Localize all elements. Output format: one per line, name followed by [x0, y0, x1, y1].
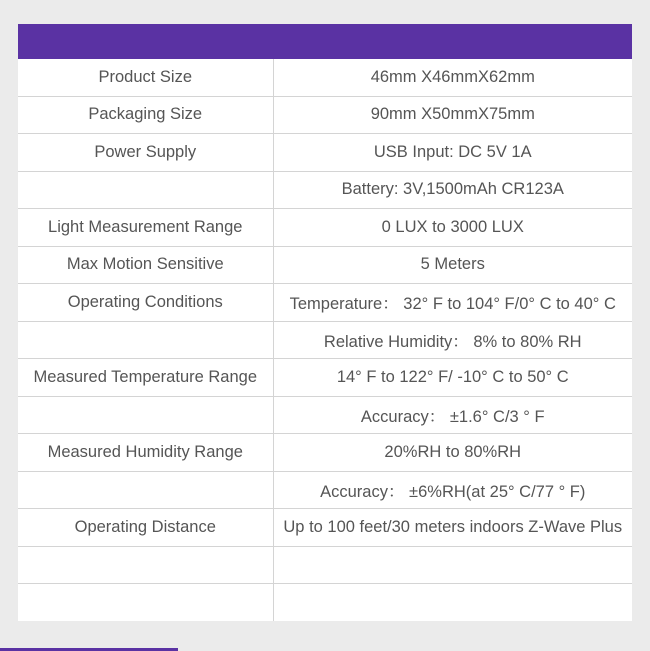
- table-row: [18, 59, 632, 96]
- spec-label: Packaging Size: [18, 96, 273, 134]
- table-row: [18, 434, 632, 472]
- spec-label: Power Supply: [18, 134, 273, 172]
- table-row: [18, 359, 632, 397]
- spec-value: 5 Meters: [273, 246, 632, 284]
- table-row: [18, 471, 632, 509]
- spec-value: USB Input: DC 5V 1A: [273, 134, 632, 172]
- spec-label: [18, 396, 273, 434]
- spec-value: [273, 584, 632, 621]
- table-row: [18, 209, 632, 247]
- spec-label: [18, 321, 273, 359]
- spec-label: Product Size: [18, 59, 273, 96]
- spec-table: [18, 59, 632, 621]
- spec-label: Operating Distance: [18, 509, 273, 547]
- table-row: [18, 134, 632, 172]
- table-row: [18, 321, 632, 359]
- spec-value: 20%RH to 80%RH: [273, 434, 632, 472]
- spec-label: [18, 584, 273, 621]
- spec-value: 0 LUX to 3000 LUX: [273, 209, 632, 247]
- table-row: [18, 284, 632, 322]
- spec-value: 46mm X46mmX62mm: [273, 59, 632, 96]
- table-row: [18, 546, 632, 584]
- table-row: [18, 96, 632, 134]
- spec-value: Temperature： 32° F to 104° F/0° C to 40° C: [273, 284, 632, 322]
- spec-label: [18, 546, 273, 584]
- spec-value: Relative Humidity： 8% to 80% RH: [273, 321, 632, 359]
- table-row: [18, 171, 632, 209]
- table-row: [18, 584, 632, 621]
- spec-value: Battery: 3V,1500mAh CR123A: [273, 171, 632, 209]
- table-row: [18, 509, 632, 547]
- table-header-bar: [18, 24, 632, 59]
- table-row: [18, 396, 632, 434]
- spec-value: [273, 546, 632, 584]
- spec-value: 14° F to 122° F/ -10° C to 50° C: [273, 359, 632, 397]
- spec-label: Operating Conditions: [18, 284, 273, 322]
- table-row: [18, 246, 632, 284]
- spec-value: 90mm X50mmX75mm: [273, 96, 632, 134]
- spec-value: Accuracy： ±6%RH(at 25° C/77 ° F): [273, 471, 632, 509]
- spec-label: Max Motion Sensitive: [18, 246, 273, 284]
- spec-label: [18, 471, 273, 509]
- spec-value: Accuracy： ±1.6° C/3 ° F: [273, 396, 632, 434]
- spec-label: Measured Temperature Range: [18, 359, 273, 397]
- spec-label: [18, 171, 273, 209]
- spec-label: Measured Humidity Range: [18, 434, 273, 472]
- spec-value: Up to 100 feet/30 meters indoors Z-Wave Plus: [273, 509, 632, 547]
- spec-label: Light Measurement Range: [18, 209, 273, 247]
